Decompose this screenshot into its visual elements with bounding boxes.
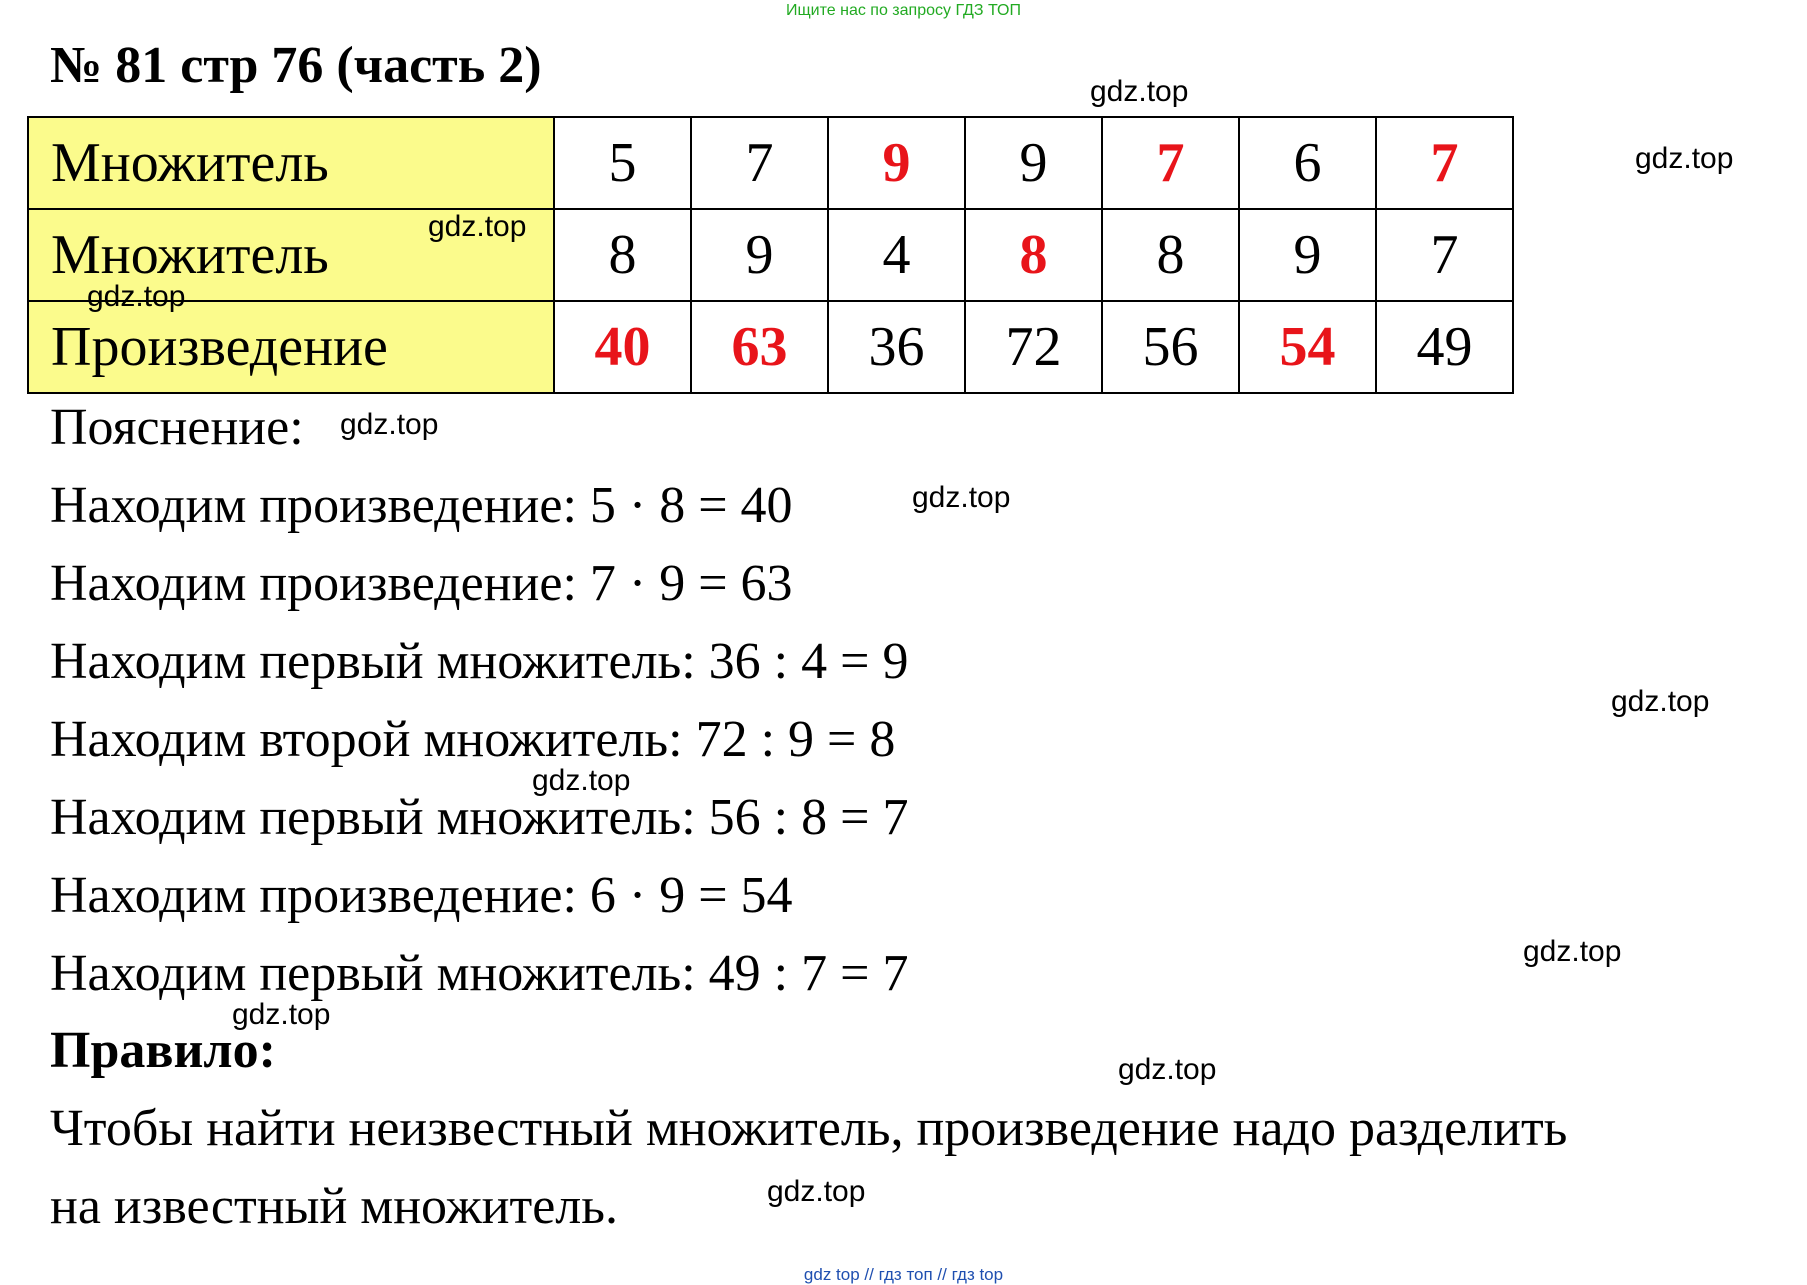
watermark: gdz.top: [1635, 142, 1734, 175]
row-label: Произведение: [28, 301, 554, 393]
table-cell: 40: [554, 301, 691, 393]
rule-heading: Правило:: [50, 1022, 276, 1079]
explanation-line: Находим произведение: 7 · 9 = 63: [50, 555, 793, 612]
explanation-line: Находим произведение: 6 · 9 = 54: [50, 867, 793, 924]
table-cell: 4: [828, 209, 965, 301]
explanation-line: Находим второй множитель: 72 : 9 = 8: [50, 711, 896, 768]
watermark: gdz.top: [532, 764, 631, 797]
table-cell: 49: [1376, 301, 1513, 393]
table-cell: 8: [965, 209, 1102, 301]
explanation-heading: Пояснение:: [50, 399, 304, 456]
page-title: № 81 стр 76 (часть 2): [50, 37, 542, 94]
watermark: gdz.top: [232, 998, 331, 1031]
watermark: gdz.top: [767, 1175, 866, 1208]
explanation-line: Находим первый множитель: 36 : 4 = 9: [50, 633, 909, 690]
table-cell: 9: [965, 117, 1102, 209]
explanation-line: Находим первый множитель: 56 : 8 = 7: [50, 789, 909, 846]
table-cell: 7: [1102, 117, 1239, 209]
table-cell: 54: [1239, 301, 1376, 393]
table-cell: 5: [554, 117, 691, 209]
row-label: Множитель: [28, 209, 554, 301]
table-cell: 36: [828, 301, 965, 393]
table-cell: 7: [1376, 209, 1513, 301]
row-label: Множитель: [28, 117, 554, 209]
table-cell: 6: [1239, 117, 1376, 209]
watermark: gdz.top: [912, 481, 1011, 514]
table-row-factor-1: [28, 117, 1513, 209]
search-hint-banner: Ищите нас по запросу ГДЗ ТОП: [786, 2, 1021, 19]
table-cell: 8: [554, 209, 691, 301]
watermark: gdz.top: [428, 210, 527, 243]
watermark: gdz.top: [340, 408, 439, 441]
table-row-factor-2: [28, 209, 1513, 301]
table-cell: 9: [828, 117, 965, 209]
watermark: gdz.top: [1611, 685, 1710, 718]
table-cell: 56: [1102, 301, 1239, 393]
explanation-line: Находим первый множитель: 49 : 7 = 7: [50, 945, 909, 1002]
table-cell: 9: [1239, 209, 1376, 301]
table-cell: 9: [691, 209, 828, 301]
watermark: gdz.top: [1090, 75, 1189, 108]
footer-links: gdz top // гдз топ // гдз top: [803, 1265, 1004, 1284]
rule-text-line-1: Чтобы найти неизвестный множитель, произведение надо разделить: [50, 1100, 1568, 1157]
watermark: gdz.top: [87, 280, 186, 313]
watermark: gdz.top: [1118, 1053, 1217, 1086]
table-cell: 8: [1102, 209, 1239, 301]
watermark: gdz.top: [1523, 935, 1622, 968]
table-cell: 7: [1376, 117, 1513, 209]
explanation-line: Находим произведение: 5 · 8 = 40: [50, 477, 793, 534]
table-cell: 7: [691, 117, 828, 209]
rule-text-line-2: на известный множитель.: [50, 1178, 618, 1235]
table-cell: 72: [965, 301, 1102, 393]
table-cell: 63: [691, 301, 828, 393]
table-row-product: [28, 301, 1513, 393]
multiplication-table: [27, 116, 1514, 394]
